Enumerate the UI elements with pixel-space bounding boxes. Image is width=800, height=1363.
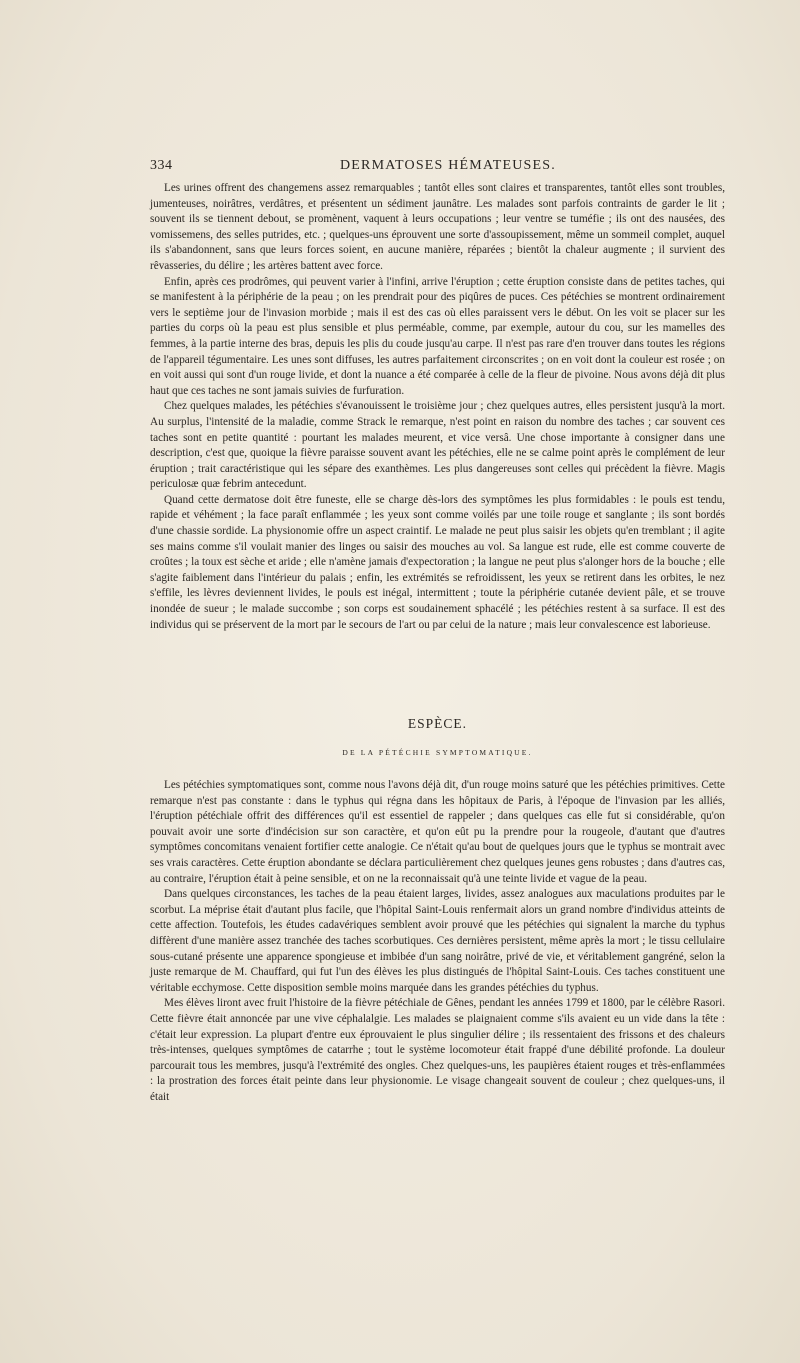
section-title: ESPÈCE. bbox=[407, 716, 468, 731]
page-number: 334 bbox=[150, 158, 173, 173]
paragraph: Les pétéchies symptomatiques sont, comme nous l'avons déjà dit, d'un rouge moins saturé que les pétéchies primitives. Cette remarque n'est pas constante : dans le typhus qui régna dans les hôpitaux de Paris, à l'époque de l'invasion par les alliés, l'éruption pétéchiale offrit des différences qu'il est essentiel de rappeler ; dans quelques cas elle fut si considérable, qu'on pouvait avoir une sorte d'indécision sur son caractère, et qu'on eût pu la prendre pour la rougeole, d'autant que d'autres symptômes concomitans venaient fortifier cette analogie. Ce n'était qu'au bout de quelques jours que le typhus se montrait avec ses vrais caractères. Cette éruption abondante se déclara particulièrement chez quelques jeunes gens robustes ; dans d'autres cas, au contraire, l'éruption était à peine sensible, et on ne la reconnaissait qu'à une teinte livide et vague de la peau. bbox=[150, 779, 725, 885]
page-header bbox=[150, 158, 725, 178]
paragraph: Les urines offrent des changemens assez remarquables ; tantôt elles sont claires et transparentes, tantôt elles sont troubles, jumenteuses, noirâtres, verdâtres, et présentent un sédiment jaunâtre. Les malades sont parfois contraints de garder le lit ; souvent ils se tiennent debout, se promènent, vaquent à leurs occupations ; leur ventre se tuméfie ; ils ont des nausées, des vomissemens, des selles putrides, etc. ; quelques-uns éprouvent une sorte d'assoupissement, même un sommeil complet, auquel ils s'abandonnent, sans que leurs forces soient, en aucune manière, réparées ; bientôt la chaleur augmente ; il survient des rêvasseries, du délire ; les artères battent avec force. bbox=[150, 182, 725, 272]
paragraph: Quand cette dermatose doit être funeste, elle se charge dès-lors des symptômes les plus formidables : le pouls est tendu, rapide et véhément ; la face paraît enflammée ; les yeux sont comme voilés par une toile rouge et sanglante ; ils sont bordés d'une chassie sordide. La physionomie offre un aspect craintif. Le malade ne peut plus saisir les objets qu'en tremblant ; il agite ses mains comme s'il voulait manier des linges ou saisir des mouches au vol. Sa langue est rude, elle est comme couverte de croûtes ; la toux est sèche et aride ; elle n'amène jamais d'expectoration ; la langue ne peut plus s'alonger hors de la bouche ; elle s'agite faiblement dans l'intérieur du palais ; enfin, les extrémités se refroidissent, les yeux se retirent dans les orbites, le nez s'effile, les lèvres deviennent livides, le pouls est inégal, intermittent ; toute la périphérie cutanée devient pâle, et se trouve inondée de sueur ; le malade succombe ; son corps est soudainement sphacélé ; les pétéchies restent à sa surface. Il est des individus qui se préservent de la mort par le secours de l'art ou par celui de la nature ; mais leur convalescence est laborieuse. bbox=[150, 493, 725, 631]
paragraph: Chez quelques malades, les pétéchies s'évanouissent le troisième jour ; chez quelques autres, elles persistent jusqu'à la mort. Au surplus, l'intensité de la maladie, comme Strack le remarque, n'est point en raison du nombre des taches ; car souvent ces taches sont en petite quantité : pourtant les malades meurent, et vice versâ. Une chose importante à consigner dans une description, c'est que, quoique la fièvre paraisse souvent avant les pétéchies, elle ne se calme point après le complément de leur éruption ; trait caractéristique qui les sépare des exanthèmes. Les plus dangereuses sont celles qui précèdent la fièvre. Magis periculosæ quæ febrim antecedunt. bbox=[150, 400, 725, 491]
running-head: DERMATOSES HÉMATEUSES. bbox=[340, 158, 556, 173]
section-subtitle: DE LA PÉTÉCHIE SYMPTOMATIQUE. bbox=[342, 748, 533, 757]
body-text bbox=[150, 181, 725, 633]
paragraph: Enfin, après ces prodrômes, qui peuvent varier à l'infini, arrive l'éruption ; cette éruption consiste dans de petites taches, qui se manifestent à la périphérie de la peau ; on les prendrait pour des piqûres de puces. Ces pétéchies se montrent ordinairement vers le septième jour de l'invasion morbide ; mais il est des cas où elles paraissent vers le début. On les voit se placer sur les parties du corps où la peau est plus sensible et plus perméable, comme, par exemple, autour du cou, sur les mamelles des femmes, à la partie interne des bras, depuis les plis du coude jusqu'au carpe. Il n'est pas rare d'en trouver dans toutes les régions de l'appareil tégumentaire. Les unes sont diffuses, les autres parfaitement circonscrites ; on en voit dont la couleur est rosée ; on en voit aussi qui sont d'un rouge livide, et dont la nuance a été comparée à celle de la fleur de pivoine. Nous avons déjà dit plus haut que ces taches ne sont jamais suivies de furfuration. bbox=[150, 275, 725, 397]
paragraph: Dans quelques circonstances, les taches de la peau étaient larges, livides, assez analogues aux maculations produites par le scorbut. La méprise était d'autant plus facile, que l'hôpital Saint-Louis renfermait alors un grand nombre d'individus atteints de cette affection. Toutefois, les études cadavériques semblent avoir prouvé que les pétéchies qui signalent la marche du typhus diffèrent d'une manière assez tranchée des taches scorbutiques. Ces dernières persistent, même après la mort ; le tissu cellulaire sous-cutané présente une apparence spongieuse et imbibée d'un sang noirâtre, privé de vie, et véritablement gangréné, selon la juste remarque de M. Chauffard, qui fut l'un des élèves les plus distingués de l'hôpital Saint-Louis. Ces taches constituent une véritable ecchymose. Cette disposition semble moins marquée dans les grandes pétéchies du typhus. bbox=[150, 888, 725, 994]
paragraph: Mes élèves liront avec fruit l'histoire de la fièvre pétéchiale de Gênes, pendant les années 1799 et 1800, par le célèbre Rasori. Cette fièvre était annoncée par une vive céphalalgie. Les malades se plaignaient comme s'ils avaient eu un vide dans la tête : c'était leur expression. La plupart d'entre eux éprouvaient le plus singulier délire ; ils ressentaient des frissons et des chaleurs très-intenses, quelques symptômes de catarrhe ; tout le système locomoteur était frappé d'une débilité profonde. La douleur parcourait tous les membres, jusqu'à l'extrémité des ongles. Chez quelques-uns, les paupières étaient rouges et très-enflammées : la prostration des forces était peinte dans leur physionomie. Le visage changeait souvent de couleur ; chez quelques-uns, il était bbox=[150, 997, 725, 1103]
body-text-section bbox=[150, 778, 725, 1105]
